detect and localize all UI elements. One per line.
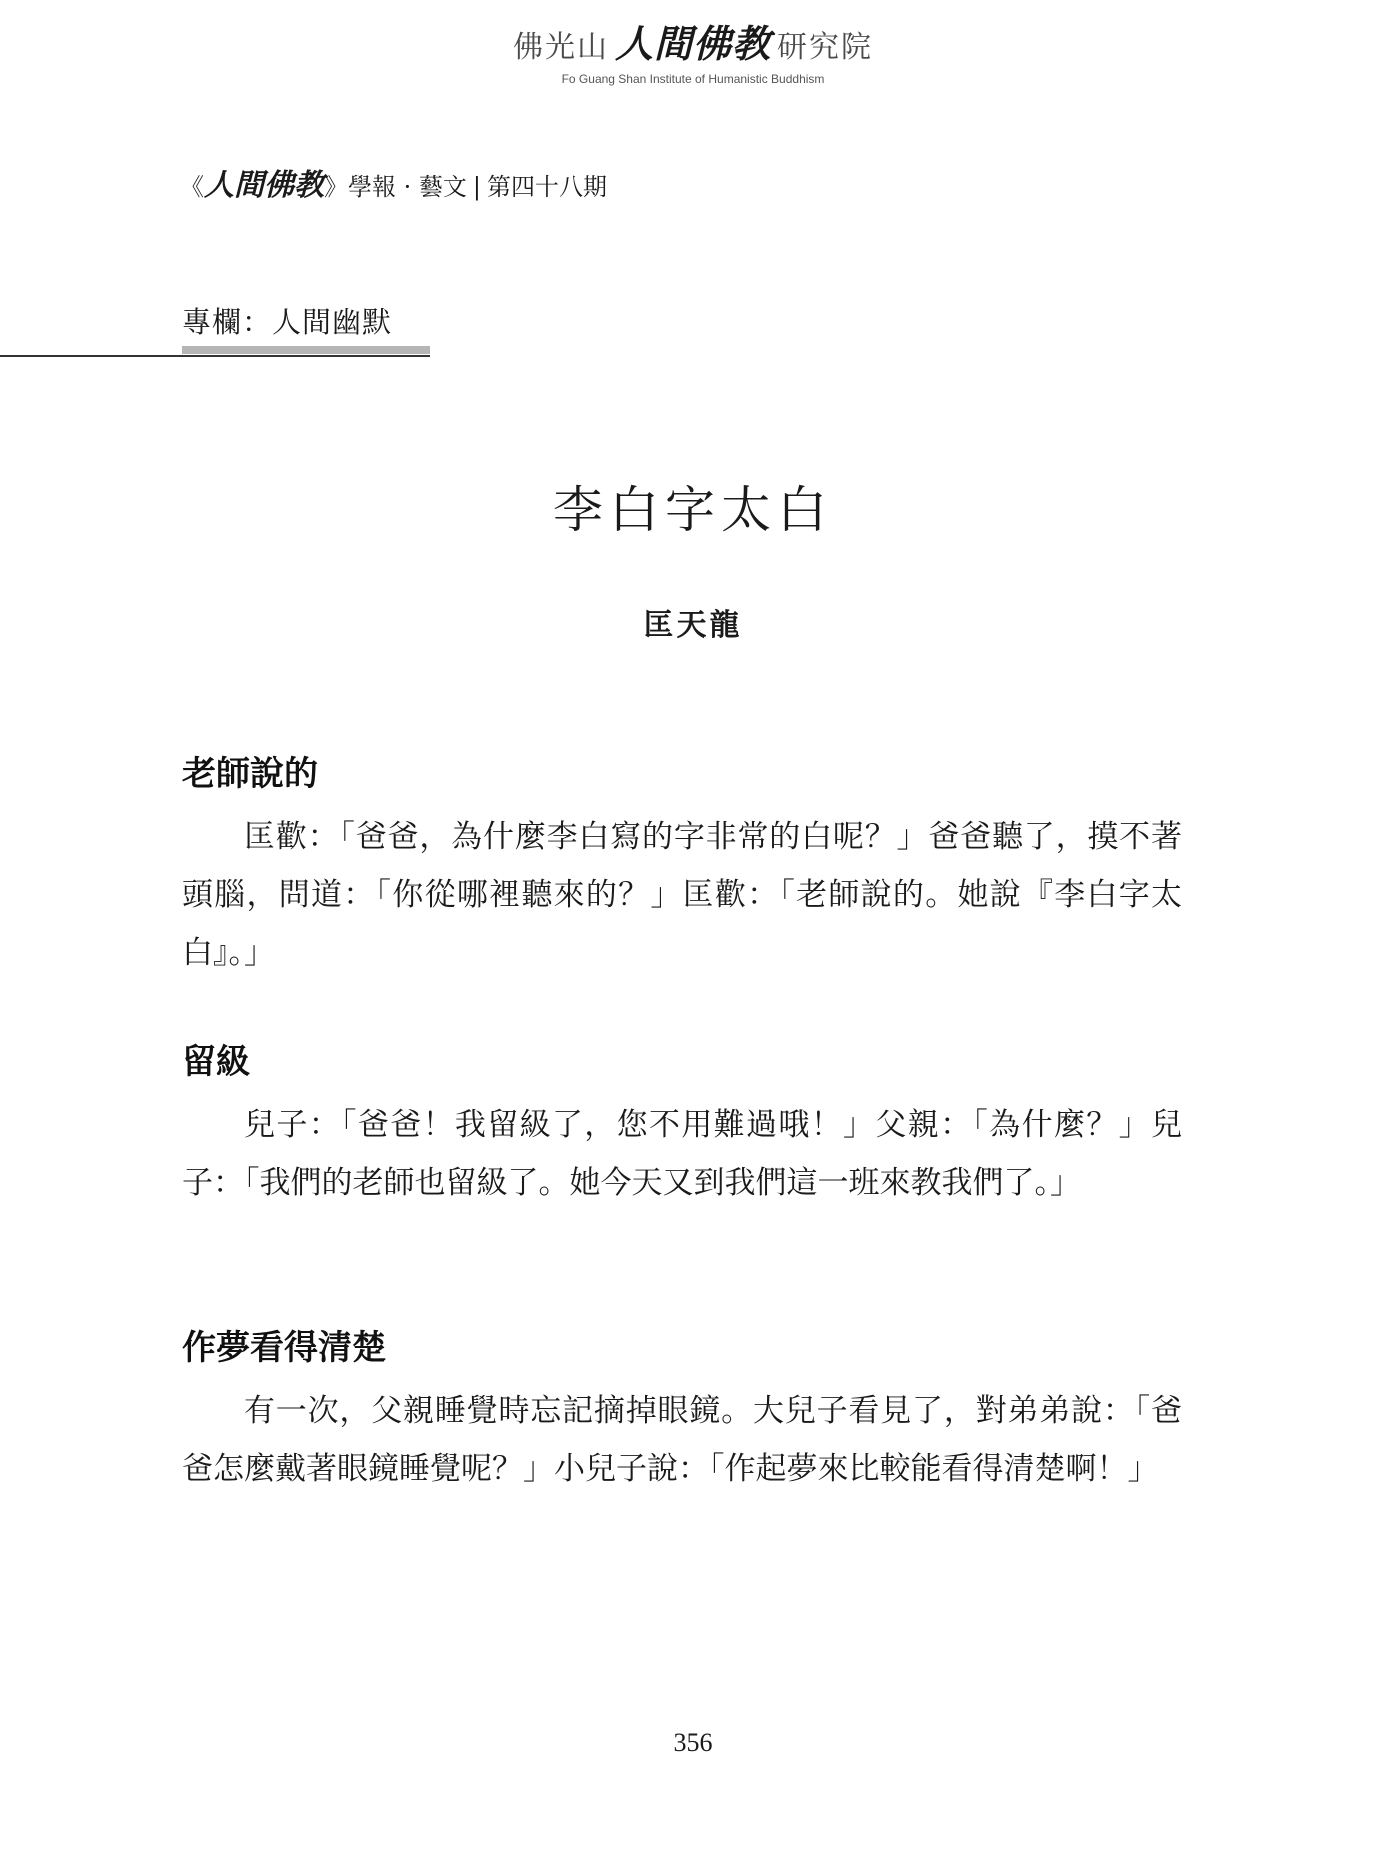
journal-open-bracket: 《 <box>180 173 204 201</box>
article-author: 匡天龍 <box>643 608 743 643</box>
institute-brand-logo: 人間佛教 <box>614 21 771 66</box>
institute-header <box>0 22 1386 86</box>
section-heading: 老師說的 <box>182 754 318 794</box>
section-body: 匡歡：「爸爸，為什麼李白寫的字非常的白呢？」爸爸聽了，摸不著頭腦，問道：「你從哪裡聽來的？」匡歡：「老師說的。她說『李白字太白』。」 <box>182 819 1182 971</box>
journal-name-rest: 學報 · 藝文 <box>348 173 467 201</box>
journal-issue: 第四十八期 <box>486 173 607 201</box>
journal-brand: 人間佛教 <box>204 168 324 203</box>
column-divider-line <box>0 355 430 357</box>
journal-header <box>180 160 607 204</box>
section-body: 有一次，父親睡覺時忘記摘掉眼鏡。大兒子看見了，對弟弟說：「爸爸怎麼戴著眼鏡睡覺呢？」小兒子說：「作起夢來比較能看得清楚啊！」 <box>182 1393 1182 1487</box>
article-title: 李白字太白 <box>553 481 833 539</box>
section-2 <box>182 1040 1182 1212</box>
section-1 <box>182 752 1182 982</box>
institute-name <box>0 22 1386 70</box>
section-heading: 留級 <box>182 1042 250 1082</box>
column-underline-bar <box>182 346 430 354</box>
section-body: 兒子：「爸爸！我留級了，您不用難過哦！」父親：「為什麼？」兒子：「我們的老師也留級了。她今天又到我們這一班來教我們了。」 <box>182 1107 1182 1201</box>
column-label: 專欄：人間幽默 <box>182 305 393 339</box>
page-number: 356 <box>673 1728 713 1757</box>
institute-english-name: Fo Guang Shan Institute of Humanistic Buddhism <box>561 72 825 86</box>
section-3 <box>182 1326 1182 1498</box>
journal-close-bracket: 》 <box>324 173 348 201</box>
section-heading: 作夢看得清楚 <box>182 1328 386 1368</box>
institute-prefix: 佛光山 <box>512 30 609 65</box>
institute-suffix: 研究院 <box>777 30 873 65</box>
journal-separator: | <box>472 173 481 201</box>
